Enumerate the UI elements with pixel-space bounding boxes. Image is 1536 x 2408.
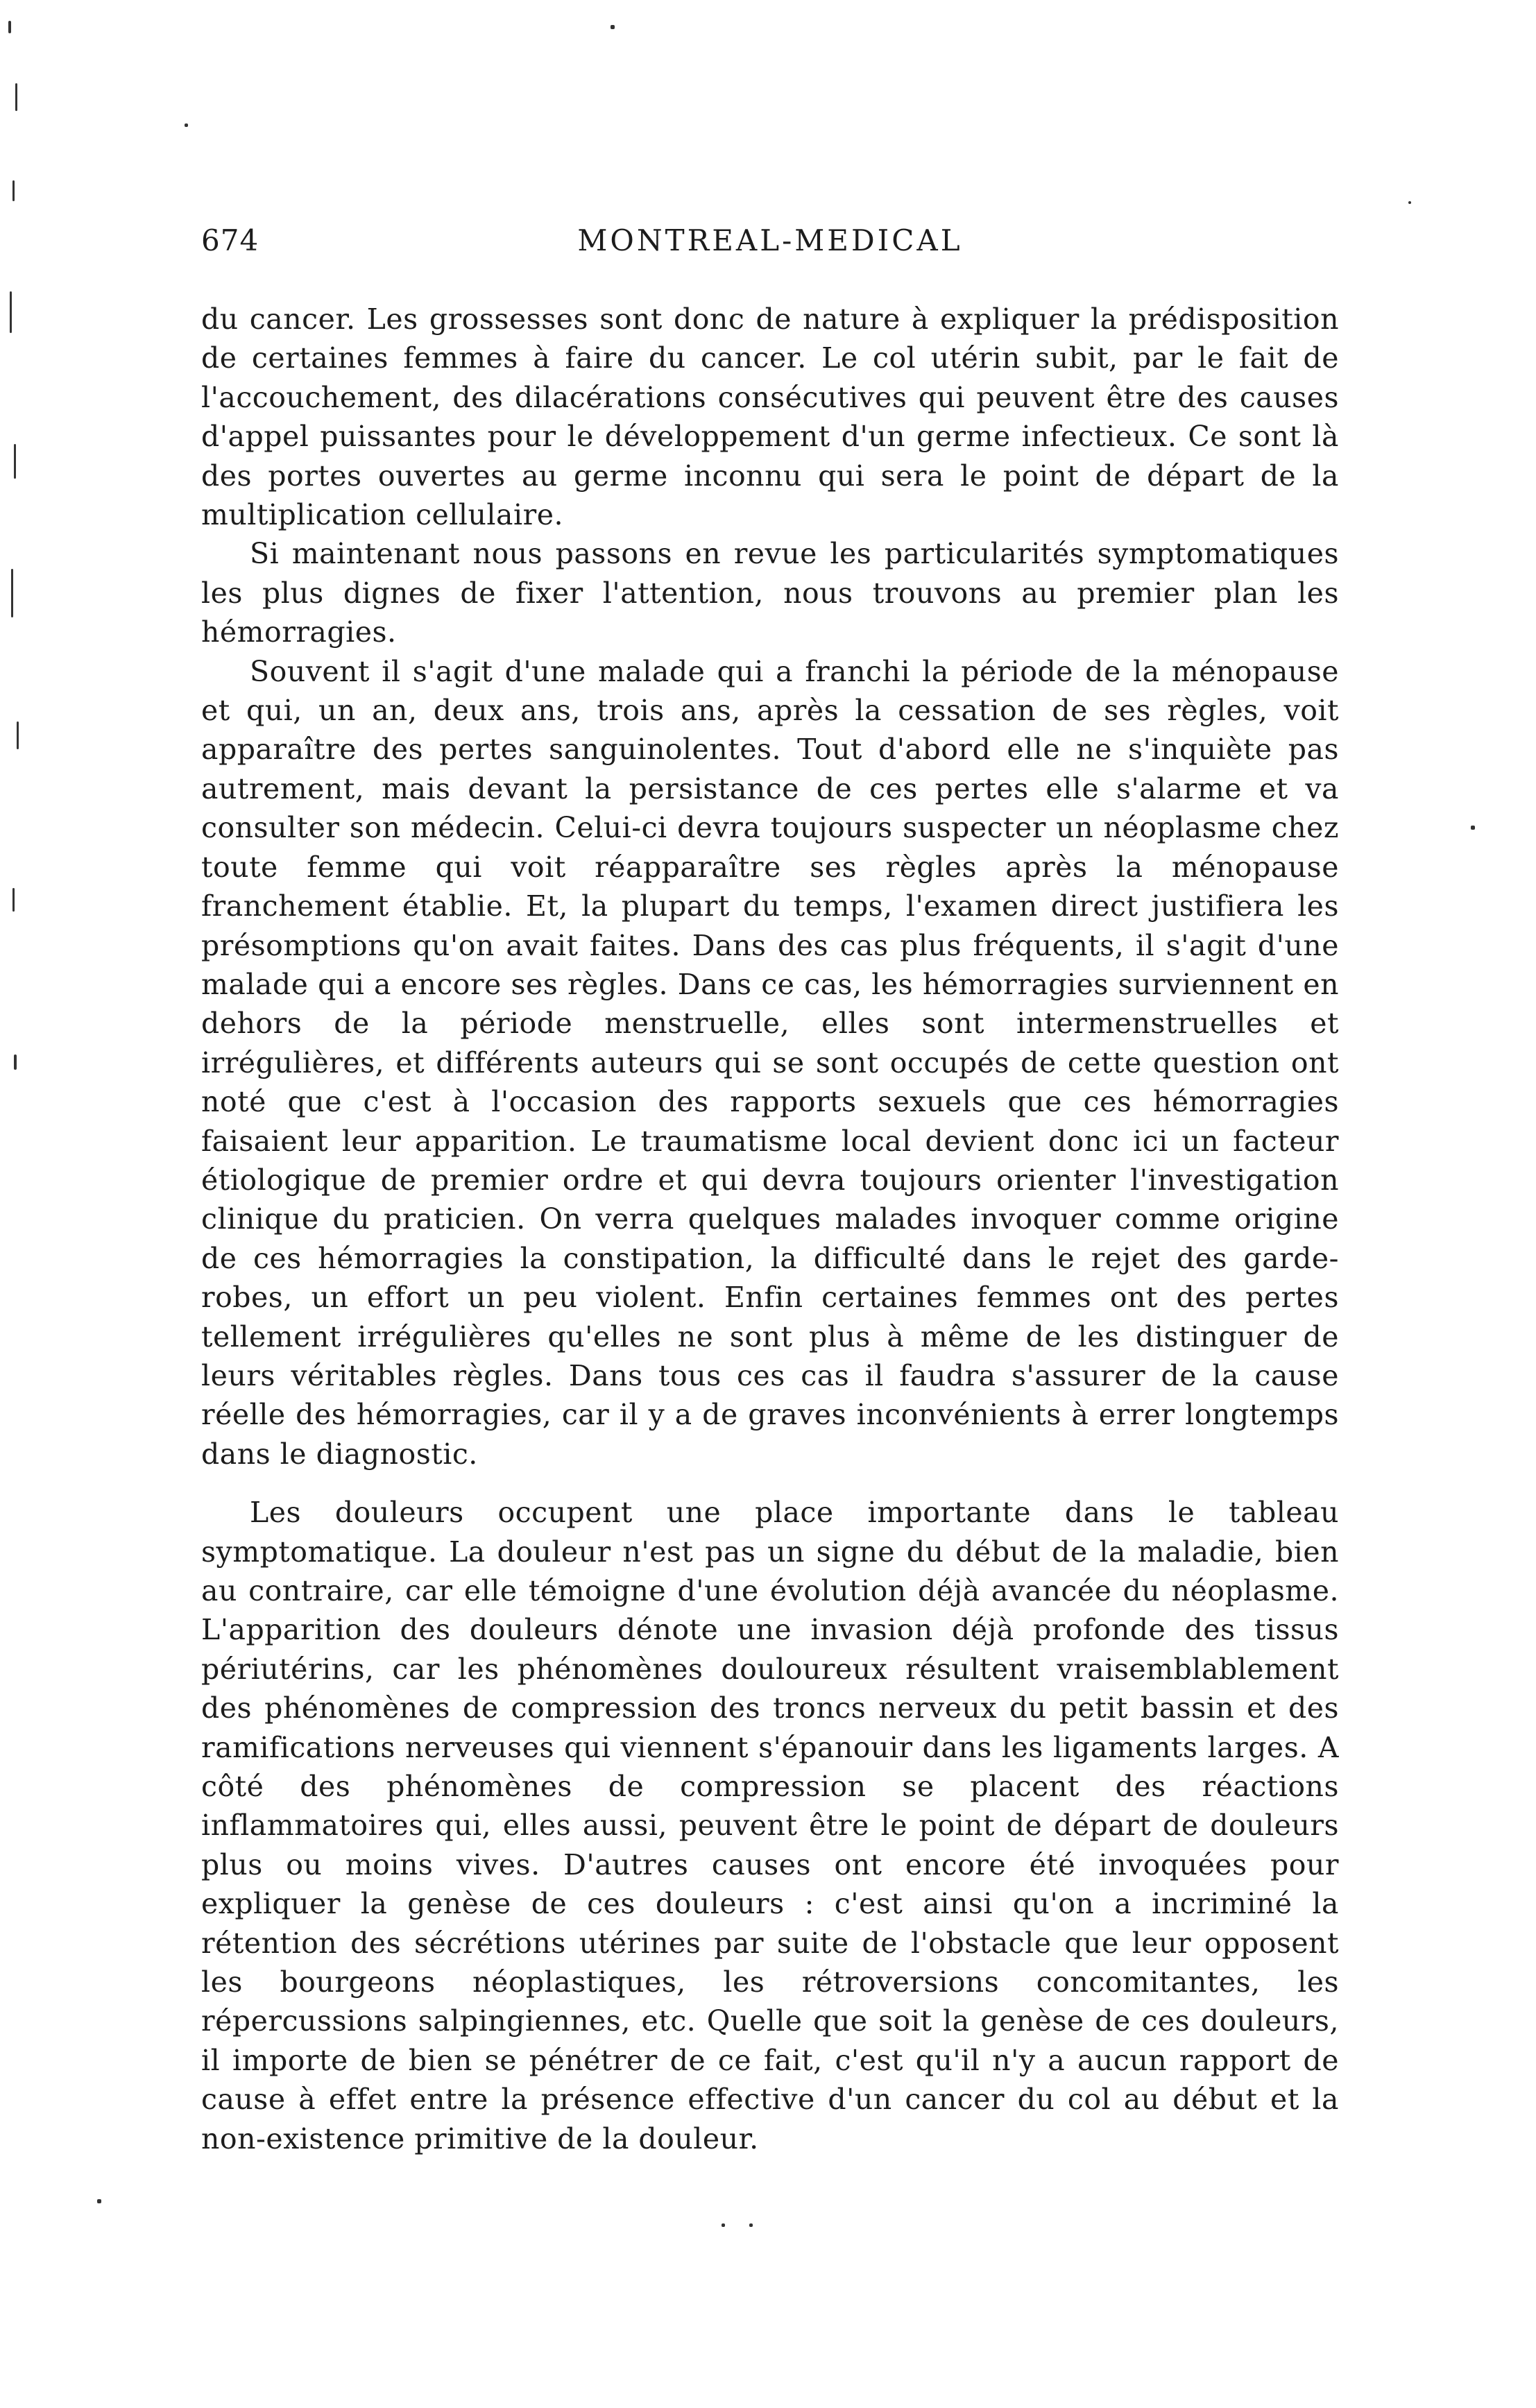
scan-speck	[8, 21, 11, 33]
scan-speck	[12, 888, 15, 912]
scan-speck	[1471, 826, 1475, 830]
scan-speck	[10, 291, 12, 333]
scan-speck	[14, 444, 16, 479]
paragraph: du cancer. Les grossesses sont donc de nature à expliquer la prédisposition de certaines femmes à faire du cancer. Le col utérin subit, par le fait de l'accouchement, des dilacérations consécutives qui peuvent être des causes d'appel puissantes pour le développement d'un germe infectieux. Ce sont là des portes ouvertes au germe inconnu qui sera le point de départ de la multiplication cellulaire.	[201, 302, 1339, 532]
scan-speck	[749, 2223, 753, 2227]
page-header	[201, 223, 1339, 265]
scan-speck	[11, 569, 13, 617]
scan-speck	[722, 2223, 725, 2227]
page-number: 674	[201, 223, 259, 257]
paragraph: Souvent il s'agit d'une malade qui a franchi la période de la ménopause et qui, un an, deux ans, trois ans, après la cessation de ses règles, voit apparaître des pertes sanguinolentes. Tout d'abord elle ne s'inquiète pas autrement, mais devant la persistance de ces pertes elle s'alarme et va consulter son médecin. Celui-ci devra toujours suspecter un néoplasme chez toute femme qui voit réapparaître ses règles après la ménopause franchement établie. Et, la plupart du temps, l'examen direct justifiera les présomptions qu'on avait faites. Dans des cas plus fréquents, il s'agit d'une malade qui a encore ses règles. Dans ce cas, les hémorragies surviennent en dehors de la période menstruelle, elles sont intermenstruelles et irrégulières, et différents auteurs qui se sont occupés de cette question ont noté que c'est à l'occasion des rapports sexuels que ces hémorragies faisaient leur apparition. Le traumatisme local devient donc ici un facteur étiologique de premier ordre et qui devra toujours orienter l'investigation clinique du praticien. On verra quelques malades invoquer comme origine de ces hémorragies la constipation, la difficulté dans le rejet des garde-robes, un effort un peu violent. Enfin certaines femmes ont des pertes tellement irrégulières qu'elles ne sont plus à même de les distinguer de leurs véritables règles. Dans tous ces cas il faudra s'assurer de la cause réelle des hémorragies, car il y a de graves inconvénients à errer longtemps dans le diagnostic.	[201, 654, 1339, 1471]
scan-speck	[17, 721, 19, 749]
paragraph: Les douleurs occupent une place importante dans le tableau symptomatique. La douleur n'est pas un signe du début de la maladie, bien au contraire, car elle témoigne d'une évolution déjà avancée du néoplasme. L'apparition des douleurs dénote une invasion déjà profonde des tissus périutérins, car les phénomènes douloureux résultent vraisemblablement des phénomènes de compression des troncs nerveux du petit bassin et des ramifications nerveuses qui viennent s'épanouir dans les ligaments larges. A côté des phénomènes de compression se placent des réactions inflammatoires qui, elles aussi, peuvent être le point de départ de douleurs plus ou moins vives. D'autres causes ont encore été invoquées pour expliquer la genèse de ces douleurs : c'est ainsi qu'on a incriminé la rétention des sécrétions utérines par suite de l'obstacle que leur opposent les bourgeons néoplastiques, les rétroversions concomitantes, les répercussions salpingiennes, etc. Quelle que soit la genèse de ces douleurs, il importe de bien se pénétrer de ce fait, c'est qu'il n'y a aucun rapport de cause à effet entre la présence effective d'un cancer du col au début et la non-existence primitive de la douleur.	[201, 1496, 1339, 2155]
paragraph: Si maintenant nous passons en revue les particularités symptomatiques les plus dignes de fixer l'attention, nous trouvons au premier plan les hémorragies.	[201, 537, 1339, 649]
scan-speck	[15, 83, 17, 111]
article-body	[201, 300, 1339, 2158]
scan-speck	[611, 25, 615, 29]
scan-speck	[1408, 201, 1411, 204]
scan-speck	[97, 2199, 101, 2203]
scan-speck	[14, 1054, 17, 1070]
scan-speck	[12, 180, 15, 201]
scan-speck	[185, 123, 188, 127]
running-title: MONTREAL-MEDICAL	[577, 223, 963, 257]
